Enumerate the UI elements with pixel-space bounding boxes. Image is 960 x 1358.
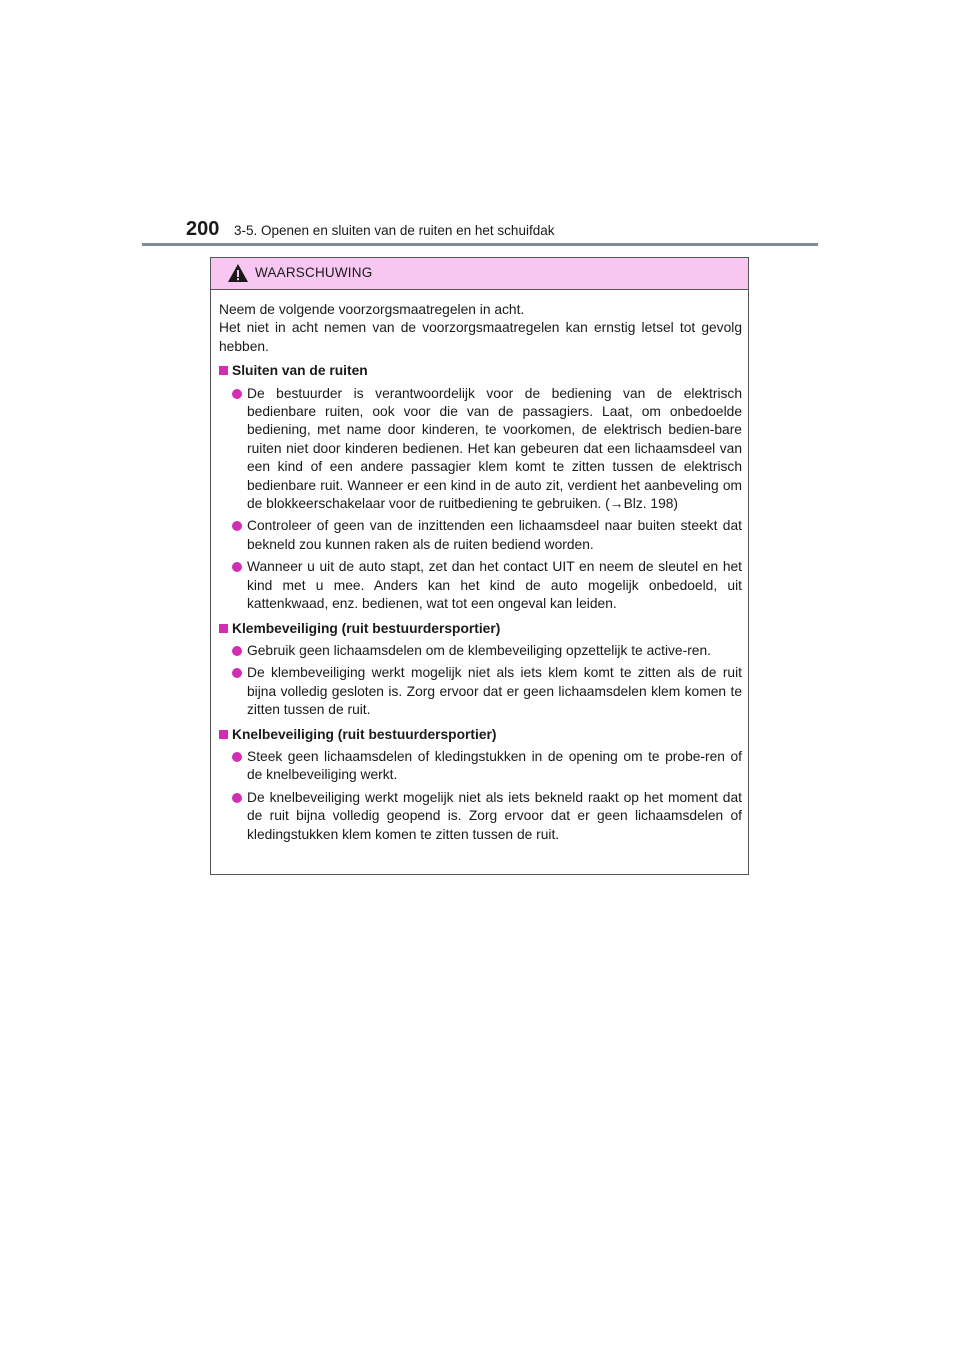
list-item — [219, 748, 742, 785]
section-heading — [219, 620, 742, 638]
intro-line: Het niet in acht nemen van de voorzorgsmaatregelen kan ernstig letsel tot gevolg hebben. — [219, 320, 742, 354]
circle-bullet-icon — [232, 752, 242, 762]
list-item — [219, 789, 742, 844]
page-header — [186, 218, 826, 242]
square-bullet-icon — [219, 624, 228, 633]
list-item-text: Steek geen lichaamsdelen of kledingstukken in de opening om te probe-ren of de knelbeveiliging werkt. — [247, 748, 742, 783]
circle-bullet-icon — [232, 521, 242, 531]
circle-bullet-icon — [232, 668, 242, 678]
section-heading-text: Sluiten van de ruiten — [232, 363, 368, 379]
section-heading-text: Klembeveiliging (ruit bestuurdersportier) — [232, 620, 501, 636]
list-item — [219, 517, 742, 554]
page-number: 200 — [186, 218, 220, 240]
list-item-text: De klembeveiliging werkt mogelijk niet als iets klem komt te zitten als de ruit bijna volledig gesloten is. Zorg ervoor dat er geen lichaamsdelen klem komen te zitten tussen de ruit. — [247, 665, 742, 718]
circle-bullet-icon — [232, 646, 242, 656]
list-item — [219, 664, 742, 719]
circle-bullet-icon — [232, 389, 242, 399]
circle-bullet-icon — [232, 793, 242, 803]
square-bullet-icon — [219, 366, 228, 375]
warning-header — [211, 258, 748, 290]
section-heading-text: Knelbeveiliging (ruit bestuurdersportier) — [232, 726, 497, 742]
warning-triangle-icon — [227, 263, 249, 283]
list-item — [219, 385, 742, 514]
section-title: 3-5. Openen en sluiten van de ruiten en het schuifdak — [234, 223, 555, 238]
list-item-text: De knelbeveiliging werkt mogelijk niet als iets bekneld raakt op het moment dat de ruit bijna volledig geopend is. Zorg ervoor dat er geen lichaamsdelen of kledingstukken klem komen te zitten tussen de ruit. — [247, 789, 742, 842]
circle-bullet-icon — [232, 562, 242, 572]
list-item-text: Controleer of geen van de inzittenden een lichaamsdeel naar buiten steekt dat bekneld zou kunnen raken als de ruiten bediend worden. — [247, 518, 742, 552]
warning-intro — [219, 301, 742, 356]
warning-box — [210, 257, 749, 875]
section-heading — [219, 726, 742, 744]
section-heading — [219, 362, 742, 380]
header-divider — [142, 243, 818, 246]
list-item — [219, 642, 742, 660]
list-item — [219, 558, 742, 613]
list-item-text: De bestuurder is verantwoordelijk voor de bediening van de elektrisch bedienbare ruiten, ook voor die van de passagiers. Laat, om onbedoelde bediening, met name door kinderen, te voorkomen, de elektrisch bedien-bare ruiten niet door kinderen bedienen. Het kan gebeuren dat een lichaamsdeel van een kind of een andere passagier klem komt te zitten tussen de elektrisch bedienbare ruit. Wanneer er een kind in de auto zit, verdient het aanbeveling om de blokkeerschakelaar voor de ruitbediening te gebruiken. (→Blz. 198) — [247, 385, 742, 512]
square-bullet-icon — [219, 730, 228, 739]
intro-line: Neem de volgende voorzorgsmaatregelen in acht. — [219, 302, 525, 317]
warning-body — [211, 290, 748, 844]
list-item-text: Gebruik geen lichaamsdelen om de klembeveiliging opzettelijk te active-ren. — [247, 642, 711, 658]
list-item-text: Wanneer u uit de auto stapt, zet dan het contact UIT en neem de sleutel en het kind met u mee. Anders kan het kind de auto mogelijk onbedoeld, uit kattenkwaad, enz. bedienen, wat tot een ongeval kan leiden. — [247, 559, 742, 612]
warning-title: WAARSCHUWING — [255, 265, 373, 280]
